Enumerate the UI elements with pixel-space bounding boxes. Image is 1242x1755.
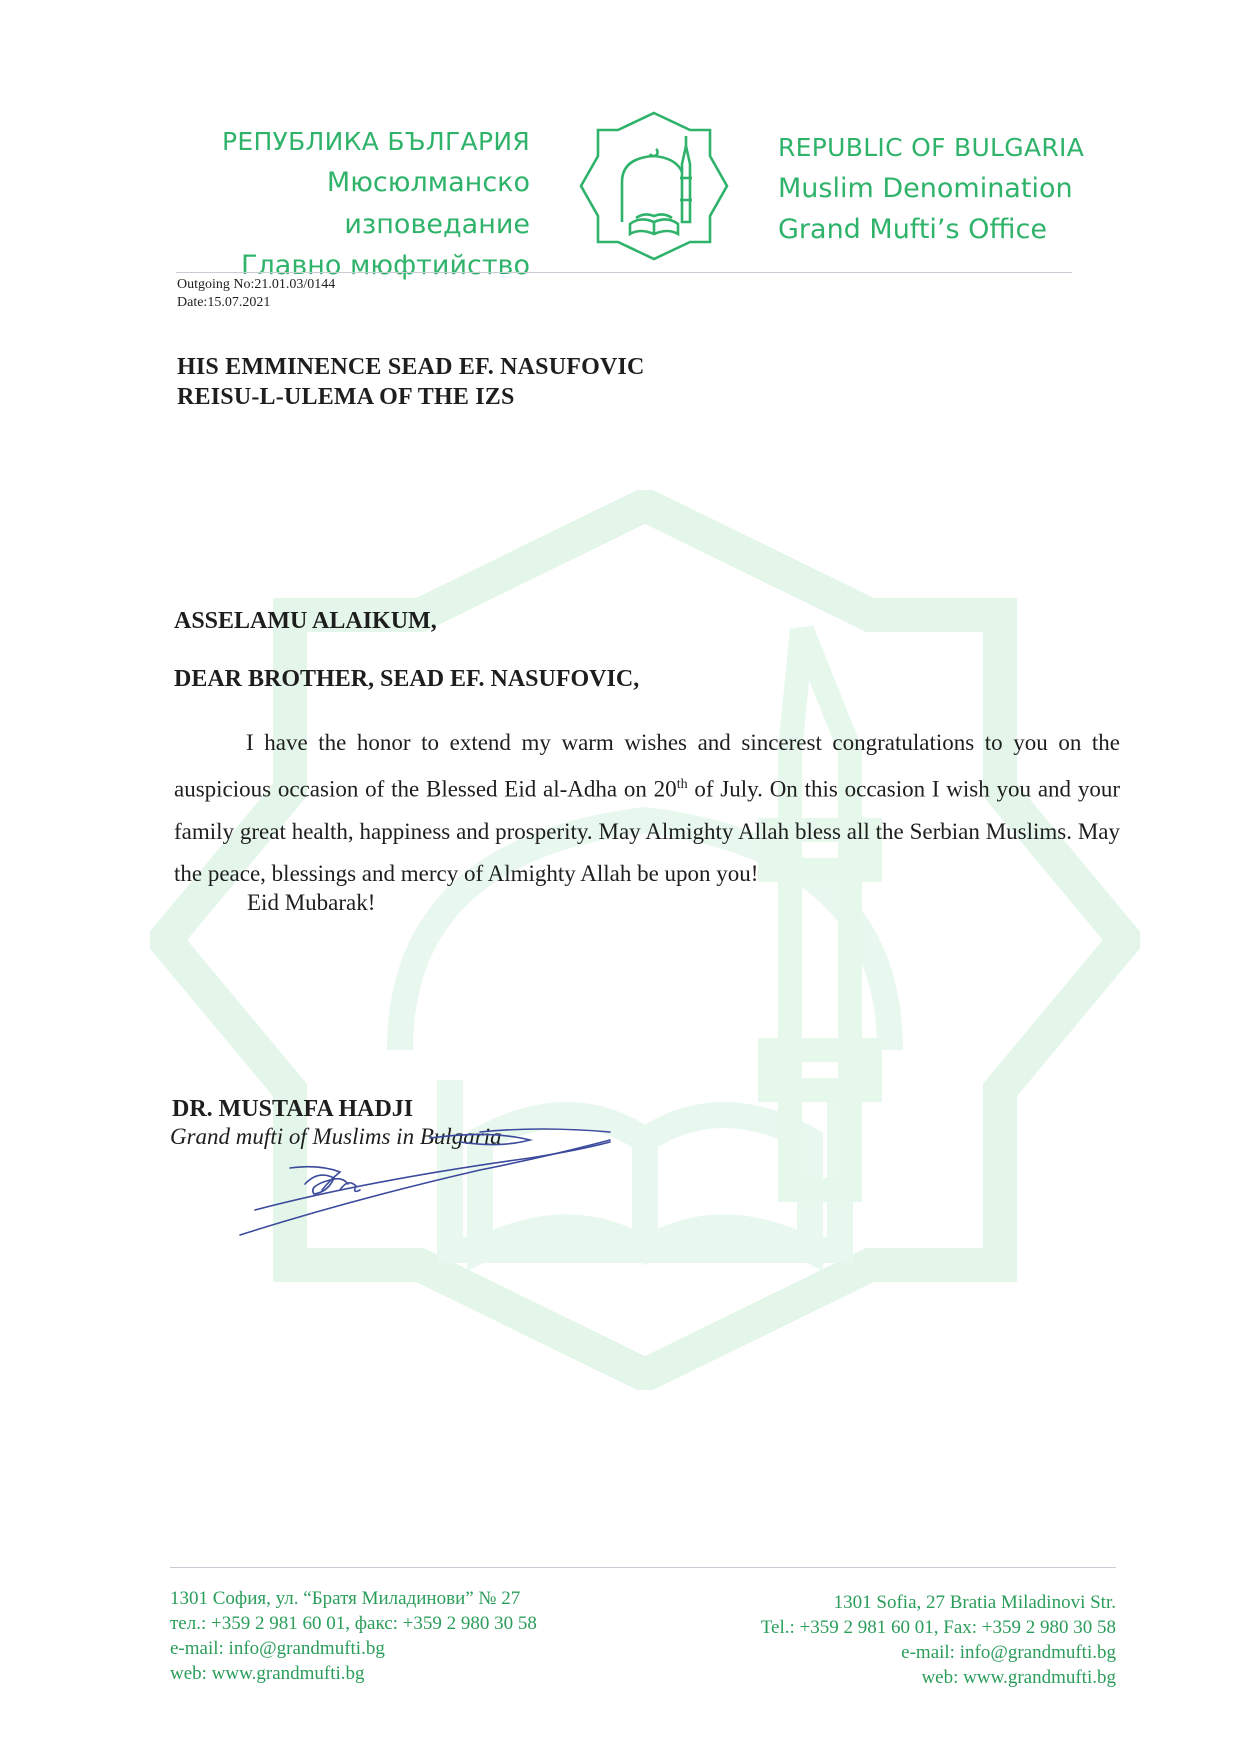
addressee-line-2: REISU-L-ULEMA OF THE IZS xyxy=(177,384,515,410)
body-text-part-1: I have the honor to extend my warm wishes and sincerest congratulations to you on the auspicious occasion of the Blessed Eid al-Adha on 20 xyxy=(174,730,1120,802)
body-superscript: th xyxy=(676,777,688,792)
footer-en-email: e-mail: info@grandmufti.bg xyxy=(901,1642,1116,1663)
header-en-line-1: REPUBLIC OF BULGARIA xyxy=(778,133,1085,162)
header-bulgarian-title xyxy=(150,122,530,286)
letter-date: Date:15.07.2021 xyxy=(177,295,271,310)
footer-en-web: web: www.grandmufti.bg xyxy=(921,1667,1116,1688)
header-en-line-3: Grand Mufti’s Office xyxy=(778,214,1047,245)
addressee-block xyxy=(177,352,645,412)
footer-bg-address: 1301 София, ул. “Братя Миладинови” № 27 xyxy=(170,1588,521,1609)
header-bg-line-3: Главно мюфтийство xyxy=(241,250,530,281)
signatory-title: Grand mufti of Muslims in Bulgaria xyxy=(170,1124,502,1149)
mosque-star-emblem-icon xyxy=(578,110,730,262)
reference-block xyxy=(177,276,335,312)
footer-en-phone: Tel.: +359 2 981 60 01, Fax: +359 2 980 30 58 xyxy=(760,1617,1116,1638)
footer-bg-email: e-mail: info@grandmufti.bg xyxy=(170,1638,385,1659)
footer-english-contacts xyxy=(761,1590,1116,1690)
footer-bg-web: web: www.grandmufti.bg xyxy=(170,1663,365,1684)
header-divider xyxy=(176,272,1072,273)
body-paragraph xyxy=(174,722,1120,895)
header-bg-line-2: Мюсюлманско изповедание xyxy=(326,167,530,240)
addressee-line-1: HIS EMMINENCE SEAD EF. NASUFOVIC xyxy=(177,354,645,380)
footer-bulgarian-contacts xyxy=(170,1586,537,1686)
signatory-name: DR. MUSTAFA HADJI xyxy=(172,1096,414,1122)
greeting-salutation: ASSELAMU ALAIKUM, xyxy=(174,608,437,634)
header-bg-line-1: РЕПУБЛИКА БЪЛГАРИЯ xyxy=(221,127,530,156)
letter-body xyxy=(174,722,1120,895)
greeting-dear: DEAR BROTHER, SEAD EF. NASUFOVIC, xyxy=(174,666,640,692)
body-text-part-2: of July. On this occasion I wish you and your family great health, happiness and prosperity. May Almighty Allah bless all the Serbian Muslims. May the peace, blessings and mercy of Almighty Allah be upon you! xyxy=(174,776,1120,886)
footer-bg-phone: тел.: +359 2 981 60 01, факс: +359 2 980 30 58 xyxy=(170,1613,537,1634)
header-english-title xyxy=(778,128,1098,250)
footer-divider xyxy=(170,1567,1116,1568)
footer-en-address: 1301 Sofia, 27 Bratia Miladinovi Str. xyxy=(833,1592,1116,1613)
header-en-line-2: Muslim Denomination xyxy=(778,173,1073,204)
closing-wish: Eid Mubarak! xyxy=(247,890,376,915)
outgoing-number: Outgoing No:21.01.03/0144 xyxy=(177,277,336,292)
handwritten-signature xyxy=(230,1120,630,1250)
